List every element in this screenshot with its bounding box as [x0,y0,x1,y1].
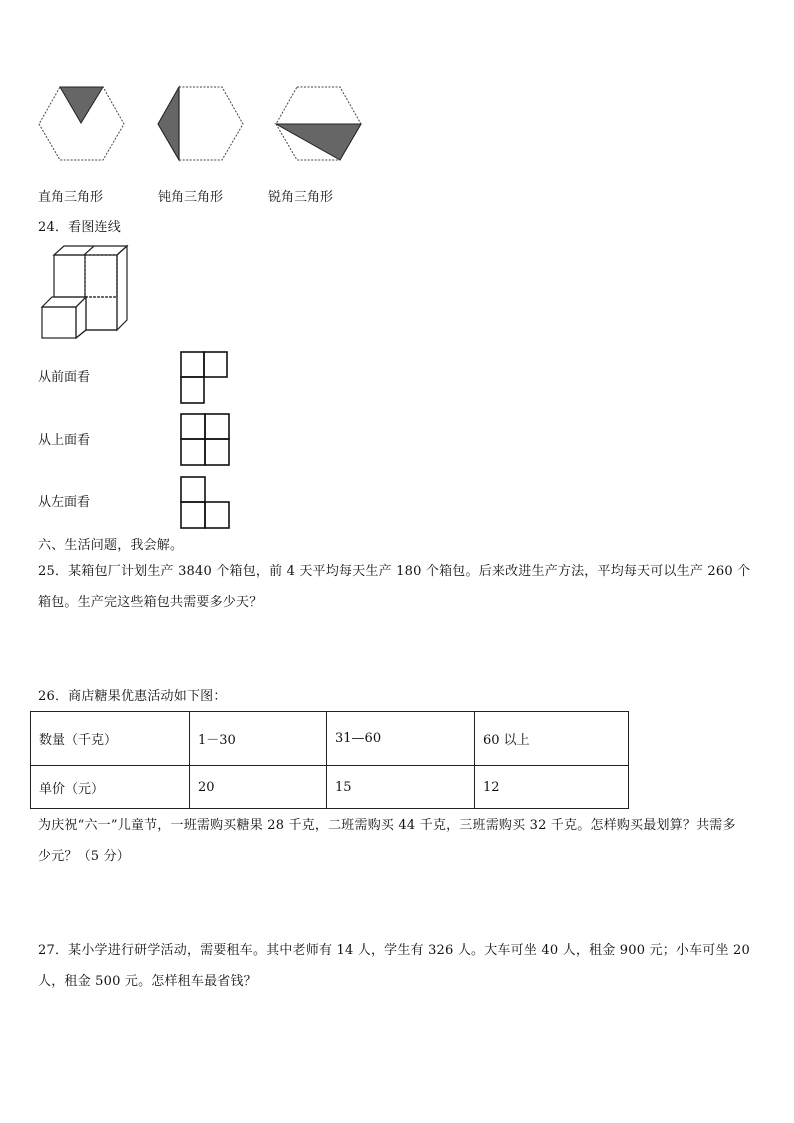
table-cell: 20 [190,766,327,809]
view-label-left: 从左面看 [38,495,91,510]
table-cell: 单价（元） [31,766,190,809]
hexagon-label-obtuse: 钝角三角形 [158,190,224,205]
table-cell: 60 以上 [475,712,629,766]
q27-line2: 人，租金 500 元。怎样租车最省钱？ [38,974,257,989]
q24-title: 24．看图连线 [38,220,121,235]
top-view-grid [180,413,232,467]
hexagon-acute-triangle-figure [275,86,365,162]
price-table [30,711,629,809]
table-cell: 1－30 [190,712,327,766]
q26-line1: 为庆祝“六一”儿童节，一班需购买糖果 28 千克，二班需购买 44 千克，三班需购买 32 千克。怎样购买最划算？共需多 [38,818,736,833]
hexagon-right-triangle-figure [38,86,128,162]
q26-title: 26．商店糖果优惠活动如下图： [38,689,227,704]
q25-line1: 25．某箱包厂计划生产 3840 个箱包，前 4 天平均每天生产 180 个箱包。后来改进生产方法，平均每天可以生产 260 个 [38,564,751,579]
front-view-grid [180,351,230,405]
hexagon-label-acute: 锐角三角形 [268,190,334,205]
table-cell: 15 [327,766,475,809]
view-label-front: 从前面看 [38,370,91,385]
section-6-title: 六、生活问题，我会解。 [38,538,184,553]
table-cell: 数量（千克） [31,712,190,766]
table-row [31,712,629,766]
hexagon-obtuse-triangle-figure [157,86,247,162]
q27-line1: 27．某小学进行研学活动，需要租车。其中老师有 14 人，学生有 326 人。大车可坐 40 人，租金 900 元；小车可坐 20 [38,943,750,958]
view-label-top: 从上面看 [38,433,91,448]
hexagon-label-right: 直角三角形 [38,190,104,205]
q25-line2: 箱包。生产完这些箱包共需要多少天？ [38,595,263,610]
table-cell: 31—60 [327,712,475,766]
table-row [31,766,629,809]
q26-line2: 少元？（5 分） [38,849,131,864]
cube-stack-figure [40,245,130,340]
left-view-grid [180,476,232,530]
table-cell: 12 [475,766,629,809]
